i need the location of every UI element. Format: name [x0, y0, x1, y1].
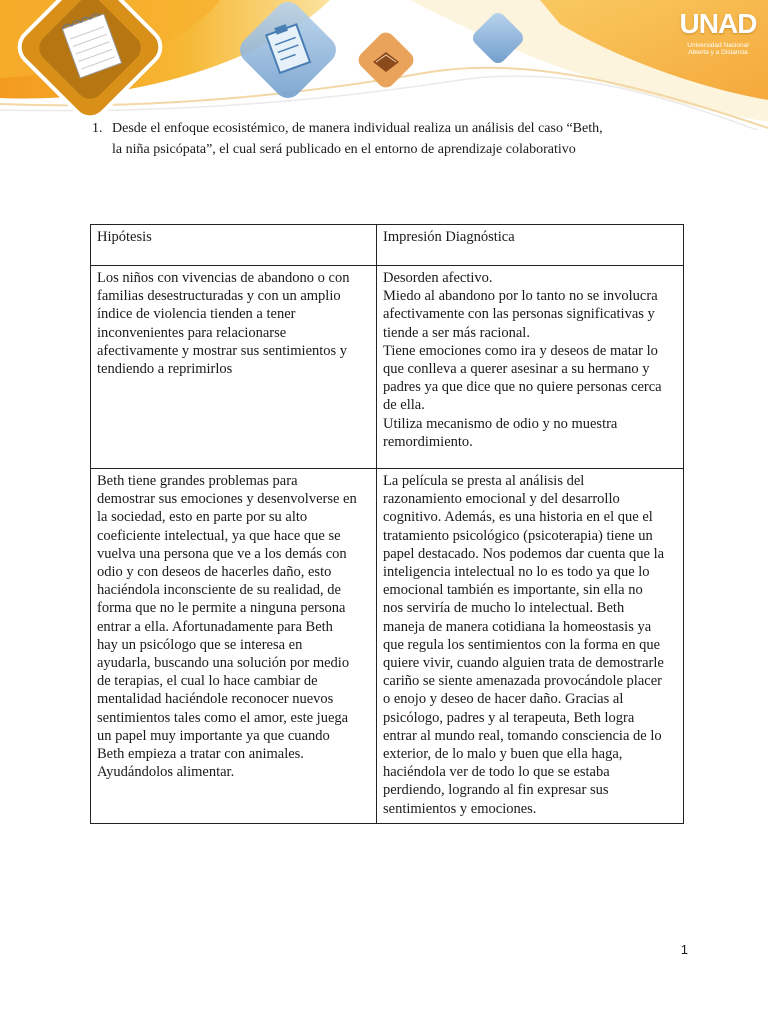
hipotesis-cell	[91, 266, 377, 469]
logo-subtitle: Universidad Nacional Abierta y a Distancia	[687, 42, 749, 56]
diagnostico-cell	[377, 266, 684, 469]
text-line: familias desestructuradas y con un amplio	[97, 288, 341, 305]
header-hipotesis: Hipótesis	[91, 225, 377, 266]
text-line: exterior, de lo malo y buen que ella haga,	[383, 746, 623, 763]
text-line: psicólogo, padres y al terapeuta, Beth logra	[383, 709, 635, 726]
text-line: Beth tiene grandes problemas para	[97, 473, 298, 489]
text-line: índice de violencia tienden a tener	[97, 306, 296, 323]
question-line: Desde el enfoque ecosistémico, de manera individual realiza un análisis del caso “Beth,	[112, 121, 603, 136]
question-text	[92, 118, 692, 160]
hipotesis-cell	[91, 469, 377, 824]
text-line: inconvenientes para relacionarse	[97, 324, 287, 341]
text-line: remordimiento.	[383, 433, 473, 450]
text-line: Tiene emociones como ira y deseos de matar lo	[383, 342, 658, 359]
text-line: que conlleva a querer asesinar a su hermano y	[383, 361, 650, 378]
text-line: tratamiento psicológico (psicoterapia) tiene un	[383, 527, 653, 544]
text-line: odio y con deseos de hacerles daño, esto	[97, 564, 332, 581]
question-line: la niña psicópata”, el cual será publicado en el entorno de aprendizaje colaborativo	[112, 142, 576, 157]
text-line: Beth empieza a tratar con animales.	[97, 746, 304, 763]
table-row	[91, 266, 684, 469]
text-line: o enojo y deseo de hacer daño. Gracias al	[383, 691, 624, 708]
text-line: de terapias, el cual lo hace cambiar de	[97, 673, 318, 690]
text-line: Los niños con vivencias de abandono o con	[97, 270, 350, 286]
text-line: Miedo al abandono por lo tanto no se involucra	[383, 288, 658, 305]
text-line: hay un psicólogo que se interesa en	[97, 636, 303, 653]
page-number: 1	[680, 942, 688, 957]
text-line: de ella.	[383, 397, 425, 414]
header-impresion-diagnostica: Impresión Diagnóstica	[377, 225, 684, 266]
table-header-row	[91, 225, 684, 266]
text-line: perdiendo, logrando al fin expresar sus	[383, 782, 609, 799]
text-line: tendiendo a reprimirlos	[97, 361, 233, 378]
text-line: un papel muy importante ya que cuando	[97, 727, 330, 744]
text-line: maneja de manera cotidiana la homeostasis ya	[383, 618, 652, 635]
text-line: entrar al mundo real, tomando consciencia de lo	[383, 727, 662, 744]
text-line: papel destacado. Nos podemos dar cuenta que la	[383, 545, 665, 562]
analysis-table	[90, 224, 684, 824]
text-line: afectivamente con las personas significativas y	[383, 306, 655, 323]
text-line: tiende a ser más racional.	[383, 324, 530, 341]
text-line: mentalidad haciéndole reconocer nuevos	[97, 691, 334, 708]
text-line: afectivamente y mostrar sus sentimientos y	[97, 342, 348, 359]
text-line: Utiliza mecanismo de odio y no muestra	[383, 415, 618, 432]
text-line: padres ya que dice que no quiere personas cerca	[383, 379, 662, 396]
text-line: cognitivo. Además, es una historia en el que el	[383, 509, 653, 526]
text-line: entrar a ella. Afortunadamente para Beth	[97, 618, 333, 635]
text-line: que regula los sentimientos con la forma en que	[383, 636, 661, 653]
text-line: Ayudándolos alimentar.	[97, 764, 235, 781]
unad-logo	[678, 8, 758, 60]
question-number: 1.	[92, 121, 103, 136]
diagnostico-cell	[377, 469, 684, 824]
text-line: haciéndola inconsciente de su realidad, de	[97, 582, 341, 599]
text-line: la sociedad, esto en parte por su alto	[97, 509, 308, 526]
text-line: nos serviría de mucho lo intelectual. Beth	[383, 600, 625, 617]
text-line: cariño se siente amenazada provocándole placer	[383, 673, 662, 690]
text-line: demostrar sus emociones y desenvolverse en	[97, 491, 357, 508]
text-line: razonamiento emocional y del desarrollo	[383, 491, 620, 508]
text-line: La película se presta al análisis del	[383, 473, 585, 489]
table-row	[91, 469, 684, 824]
text-line: haciéndola ver de todo lo que se estaba	[383, 764, 610, 781]
text-line: Desorden afectivo.	[383, 270, 493, 286]
text-line: quiere vivir, cuando alguien trata de demostrarle	[383, 655, 664, 672]
text-line: inteligencia intelectual no lo es todo ya que lo	[383, 564, 650, 581]
text-line: sentimientos tales como el amor, este juega	[97, 709, 349, 726]
text-line: vuelva una persona que ve a los demás con	[97, 545, 347, 562]
text-line: sentimientos y emociones.	[383, 800, 537, 817]
text-line: ayudarla, buscando una solución por medio	[97, 655, 350, 672]
text-line: coeficiente intelectual, ya que hace que se	[97, 527, 341, 544]
text-line: forma que no le permite a ninguna persona	[97, 600, 346, 617]
text-line: emocional también es importante, sin ella no	[383, 582, 643, 599]
logo-text: UNAD	[679, 8, 757, 39]
header-banner	[0, 0, 768, 130]
